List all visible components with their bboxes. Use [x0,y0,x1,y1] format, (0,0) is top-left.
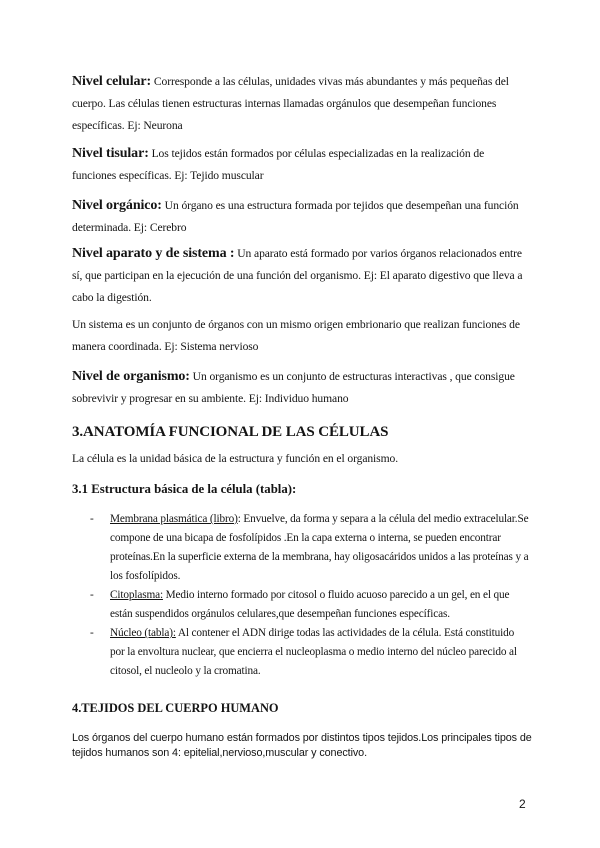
section-3-intro: La célula es la unidad básica de la estructura y función en el organismo. [72,452,399,465]
list-item-membrana [90,510,530,586]
membrana-term: Membrana plasmática (libro) [110,513,238,525]
nucleo-text: Al contener el ADN dirige todas las actividades de la célula. Está constituido por la envoltura nuclear, que encierra el nucleoplasma o medio interno del núcleo parecido al citosol, el nucleolo y la cromatina. [110,627,517,677]
nivel-aparato-text: Un aparato está formado por varios órganos relacionados entre sí, que participan en la ejecución de una función del organismo. Ej: El aparato digestivo que lleva a cabo la digestión. [72,247,523,304]
nivel-tisular-text: Los tejidos están formados por células especializadas en la realización de funciones específicas. Ej: Tejido muscular [72,147,485,182]
list-item-nucleo [90,624,530,681]
list-item-citoplasma [90,586,530,624]
nivel-aparato-paragraph [72,243,530,309]
nivel-organico-paragraph [72,195,530,239]
nivel-organismo-paragraph [72,366,530,410]
nivel-aparato-title: Nivel aparato y de sistema : [72,246,235,261]
citoplasma-term: Citoplasma: [110,589,163,601]
section-4-text: Los órganos del cuerpo humano están formados por distintos tipos tejidos.Los principales tipos de tejidos humanos son 4: epitelial,nervioso,muscular y conectivo. [72,732,532,759]
citoplasma-text: Medio interno formado por citosol o fluido acuoso parecido a un gel, en el que están suspendidos orgánulos celulares,que desempeñan funciones específicas. [110,589,510,620]
section-3-1-heading: 3.1 Estructura básica de la célula (tabla): [72,482,297,496]
nivel-tisular-title: Nivel tisular: [72,146,149,161]
list-dash: - [90,627,94,639]
nucleo-term: Núcleo (tabla): [110,627,176,639]
list-dash: - [90,589,94,601]
section-4-heading: 4.TEJIDOS DEL CUERPO HUMANO [72,701,279,715]
list-dash: - [90,513,94,525]
nivel-celular-title: Nivel celular: [72,74,152,89]
nivel-organismo-text: Un organismo es un conjunto de estructuras interactivas , que consigue sobrevivir y progresar en su ambiente. Ej: Individuo humano [72,370,515,405]
cell-structure-list [90,510,530,681]
sistema-paragraph: Un sistema es un conjunto de órganos con un mismo origen embrionario que realizan funciones de manera coordinada. Ej: Sistema nervioso [72,318,520,353]
membrana-text: : Envuelve, da forma y separa a la célula del medio extracelular.Se compone de una bicapa de fosfolípidos .En la capa externa o interna, se pueden encontrar proteínas.En la superficie externa de la membrana, hay oligosacáridos unidos a las proteínas y a los fosfolípidos. [110,513,529,582]
nivel-organico-text: Un órgano es una estructura formada por tejidos que desempeñan una función determinada. Ej: Cerebro [72,199,519,234]
nivel-celular-paragraph [72,71,530,137]
nivel-organismo-title: Nivel de organismo: [72,369,190,384]
nivel-organico-title: Nivel orgánico: [72,198,162,213]
nivel-tisular-paragraph [72,143,530,187]
page-number: 2 [519,797,526,811]
nivel-celular-text: Corresponde a las células, unidades vivas más abundantes y más pequeñas del cuerpo. Las células tienen estructuras internas llamadas orgánulos que desempeñan funciones específicas. Ej: Neurona [72,75,509,132]
section-3-heading: 3.ANATOMÍA FUNCIONAL DE LAS CÉLULAS [72,424,389,440]
